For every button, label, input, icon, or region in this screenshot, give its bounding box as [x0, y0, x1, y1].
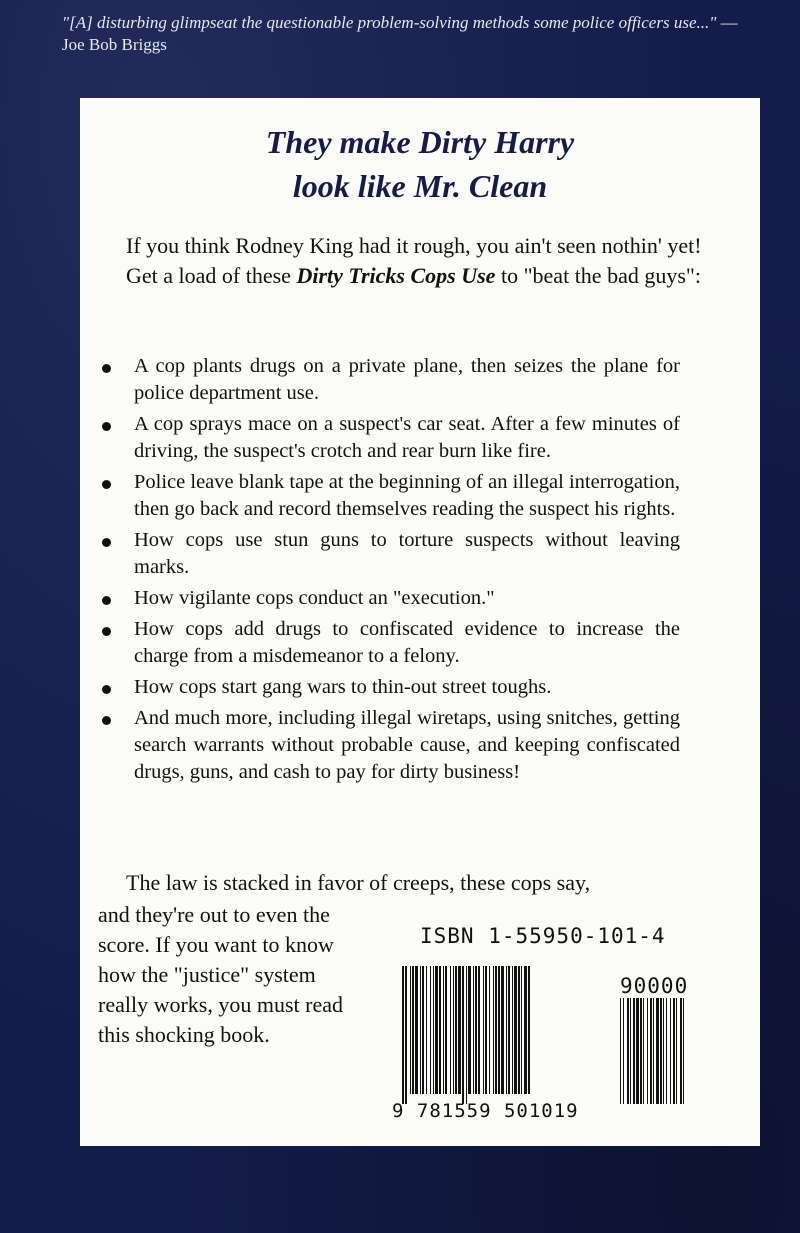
barcode-addon-bar: [680, 998, 682, 1104]
list-item: [100, 469, 680, 523]
barcode-bar: [439, 966, 441, 1094]
isbn-label: ISBN 1-55950-101-4: [420, 924, 666, 948]
barcode-bar: [405, 966, 407, 1104]
quote-text: "[A] disturbing glimpseat the questionable problem-solving methods some police officers use...": [62, 13, 717, 32]
headline: [80, 120, 760, 208]
barcode-bar: [430, 966, 431, 1094]
barcode-bar: [518, 966, 520, 1094]
barcode-bar: [466, 966, 467, 1104]
barcode-addon-bar: [623, 998, 624, 1104]
barcode-bar: [508, 966, 510, 1094]
barcode-bar: [433, 966, 434, 1094]
closing-paragraph: and they're out to even the score. If you want to know how the "justice" system really works, you must read this shocking book.: [98, 902, 343, 1047]
bullet-text: How cops start gang wars to thin-out street toughs.: [134, 676, 552, 698]
barcode-addon-bar: [663, 998, 664, 1104]
list-item: [100, 674, 680, 701]
bullet-text: How cops add drugs to confiscated evidence to increase the charge from a misdemeanor to a felony.: [134, 618, 680, 667]
barcode-bar: [528, 966, 530, 1094]
barcode-bar: [512, 966, 513, 1094]
barcode-bar: [489, 966, 490, 1094]
barcode-bar: [450, 966, 451, 1094]
bullet-text: And much more, including illegal wiretaps, using snitches, getting search warrants without probable cause, and keeping confiscated drugs, guns, and cash to pay for dirty business!: [134, 707, 680, 783]
headline-line-1: They make Dirty Harry: [265, 124, 575, 160]
barcode-addon-bar: [633, 998, 635, 1104]
barcode-addon-bar: [647, 998, 648, 1104]
bullet-text: A cop plants drugs on a private plane, then seizes the plane for police department use.: [134, 355, 680, 404]
barcode-bar: [524, 966, 527, 1094]
barcode-bar: [435, 966, 438, 1094]
barcode-bar: [478, 966, 480, 1094]
barcode-digits: 9 781559 501019: [392, 1100, 579, 1122]
list-item: [100, 527, 680, 581]
barcode-addon-bar: [670, 998, 671, 1104]
barcode-addon-bar: [676, 998, 677, 1104]
bullet-icon: [102, 538, 111, 547]
quote-attribution: — Joe Bob Briggs: [62, 13, 738, 54]
barcode-bar: [402, 966, 404, 1104]
barcode-bar: [455, 966, 457, 1094]
bullet-icon: [102, 627, 111, 636]
barcode-bar: [458, 966, 461, 1094]
barcode-addon-bar: [630, 998, 631, 1104]
barcode-bar: [422, 966, 424, 1094]
barcode-bar: [495, 966, 497, 1094]
bullet-icon: [102, 716, 111, 725]
bullet-icon: [102, 422, 111, 431]
barcode-addon-bar: [666, 998, 667, 1104]
barcode-bar: [483, 966, 484, 1094]
bullet-icon: [102, 364, 111, 373]
barcode-main-bars: [402, 966, 530, 1104]
barcode-addon-bar: [673, 998, 675, 1104]
barcode-bar: [493, 966, 494, 1094]
bullet-text: How cops use stun guns to torture suspects without leaving marks.: [134, 529, 680, 578]
list-item: [100, 705, 680, 786]
content-panel: [80, 98, 760, 1146]
list-item: [100, 585, 680, 612]
barcode-bar: [475, 966, 477, 1094]
list-item: [100, 353, 680, 407]
bullet-icon: [102, 596, 111, 605]
barcode-addon-bar: [660, 998, 662, 1104]
barcode-addon-bar: [656, 998, 659, 1104]
barcode-bar: [506, 966, 507, 1094]
list-item: [100, 411, 680, 465]
barcode-bar: [473, 966, 474, 1094]
barcode-bar: [412, 966, 414, 1094]
barcode-addon-bar: [683, 998, 684, 1104]
list-item: [100, 616, 680, 670]
closing-line: The law is stacked in favor of creeps, these cops say,: [126, 870, 591, 895]
barcode-addon-bar: [653, 998, 654, 1104]
bullet-text: Police leave blank tape at the beginning of an illegal interrogation, then go back and record themselves reading the suspect his rights.: [134, 471, 680, 520]
review-quote: [62, 12, 762, 56]
barcode-addon-bar: [650, 998, 652, 1104]
barcode-bar: [521, 966, 522, 1094]
barcode-addon-bar: [643, 998, 644, 1104]
barcode-addon-bars: [620, 998, 684, 1104]
bullet-icon: [102, 480, 111, 489]
intro-text-before: If you think Rodney King had it rough, you ain't seen nothin' yet! Get a load of these: [126, 233, 702, 288]
barcode-bar: [498, 966, 500, 1094]
barcode-bar: [410, 966, 411, 1094]
barcode-bar: [420, 966, 421, 1094]
barcode-bar: [443, 966, 444, 1094]
barcode-bar: [514, 966, 517, 1094]
barcode-addon-bar: [627, 998, 629, 1104]
barcode-bar: [462, 966, 464, 1104]
barcode-bar: [501, 966, 504, 1094]
barcode-bar: [485, 966, 487, 1094]
bullet-icon: [102, 685, 111, 694]
bullet-text: How vigilante cops conduct an "execution.": [134, 587, 495, 609]
intro-text-after: to "beat the bad guys":: [495, 263, 701, 288]
barcode-bar: [468, 966, 471, 1094]
intro-paragraph: [126, 231, 724, 291]
barcode-addon-bar: [640, 998, 642, 1104]
barcode-addon-bar: [620, 998, 621, 1104]
headline-line-2: look like Mr. Clean: [292, 168, 548, 204]
bullet-list: [100, 353, 680, 790]
book-title: Dirty Tricks Cops Use: [296, 263, 496, 288]
barcode-bar: [453, 966, 454, 1094]
barcode-bar: [445, 966, 447, 1094]
barcode-bar: [426, 966, 427, 1094]
barcode-addon-bar: [636, 998, 639, 1104]
bullet-text: A cop sprays mace on a suspect's car seat. After a few minutes of driving, the suspect's crotch and rear burn like fire.: [134, 413, 680, 462]
barcode-bar: [415, 966, 418, 1094]
price-code: 90000: [620, 974, 689, 998]
